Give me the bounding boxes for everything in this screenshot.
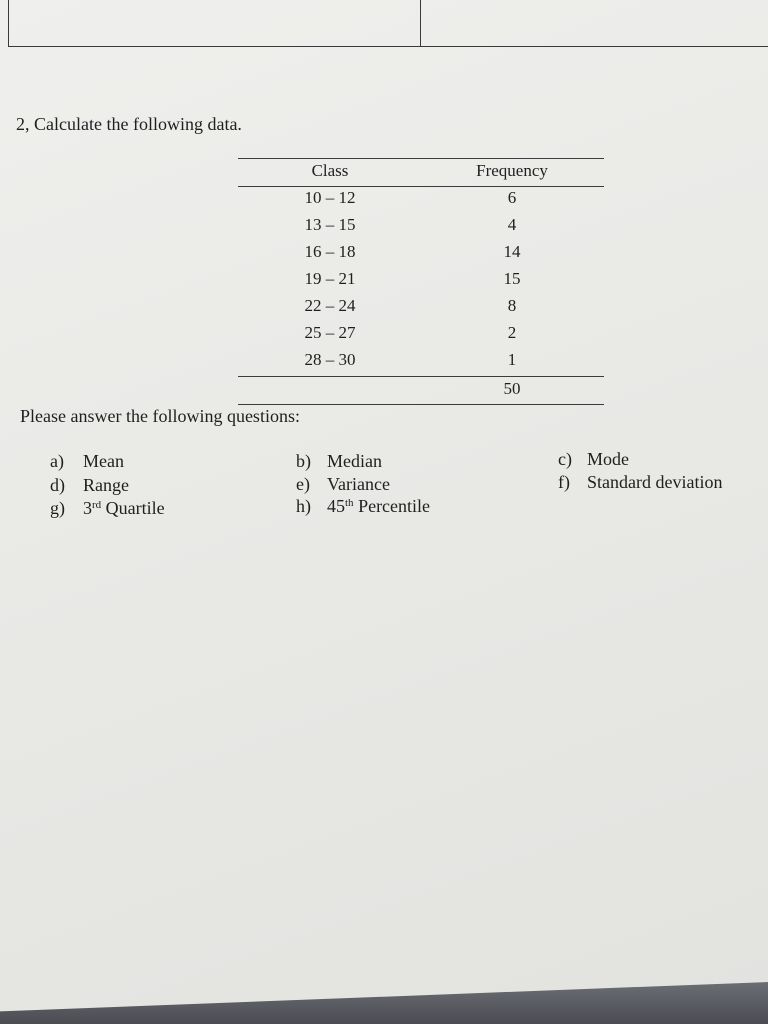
table-total-rule (238, 404, 604, 405)
desk-surface (0, 982, 768, 1024)
question-text: Range (83, 475, 129, 495)
question-c (558, 449, 629, 470)
table-row-class: 25 – 27 (304, 323, 356, 342)
questions-prompt: Please answer the following questions: (20, 406, 300, 426)
table-row-class: 10 – 12 (304, 188, 356, 207)
table-row-frequency: 4 (507, 215, 517, 234)
table-row-frequency: 6 (507, 188, 517, 207)
question-text: Percentile (353, 496, 431, 516)
question-g (50, 498, 165, 519)
question-letter: h) (296, 496, 311, 516)
problem-heading: 2, Calculate the following data. (16, 114, 242, 134)
table-row-frequency: 1 (507, 350, 517, 369)
question-d (50, 475, 129, 496)
table-row-frequency: 2 (507, 323, 517, 342)
question-letter: g) (50, 498, 65, 518)
question-text: Quartile (101, 498, 165, 518)
question-h (296, 496, 430, 517)
class-column (270, 0, 390, 400)
ordinal-suffix: rd (92, 499, 102, 511)
question-b (296, 451, 382, 472)
question-letter: a) (50, 451, 64, 471)
frequency-column (452, 0, 572, 400)
frequency-total: 50 (503, 379, 521, 398)
question-number: 3 (83, 498, 92, 518)
question-letter: b) (296, 451, 311, 471)
top-box-divider (420, 0, 421, 46)
question-text: Median (327, 451, 382, 471)
class-header: Class (311, 161, 349, 180)
table-row-frequency: 14 (503, 242, 521, 261)
table-row-class: 19 – 21 (304, 269, 356, 288)
question-text: Mean (83, 451, 124, 471)
table-row-class: 22 – 24 (304, 296, 356, 315)
question-f (558, 472, 722, 493)
table-row-frequency: 8 (507, 296, 517, 315)
ordinal-suffix: th (345, 497, 354, 509)
question-letter: d) (50, 475, 65, 495)
question-letter: e) (296, 474, 310, 494)
question-letter: c) (558, 449, 572, 469)
frequency-header: Frequency (476, 161, 548, 180)
question-a (50, 451, 124, 472)
question-number: 45 (327, 496, 345, 516)
question-letter: f) (558, 472, 570, 492)
question-text: Standard deviation (587, 472, 723, 492)
question-text: Variance (327, 474, 390, 494)
table-row-class: 16 – 18 (304, 242, 356, 261)
table-row-frequency: 15 (503, 269, 521, 288)
table-row-class: 28 – 30 (304, 350, 356, 369)
table-row-class: 13 – 15 (304, 215, 356, 234)
question-text: Mode (587, 449, 629, 469)
question-e (296, 474, 390, 495)
